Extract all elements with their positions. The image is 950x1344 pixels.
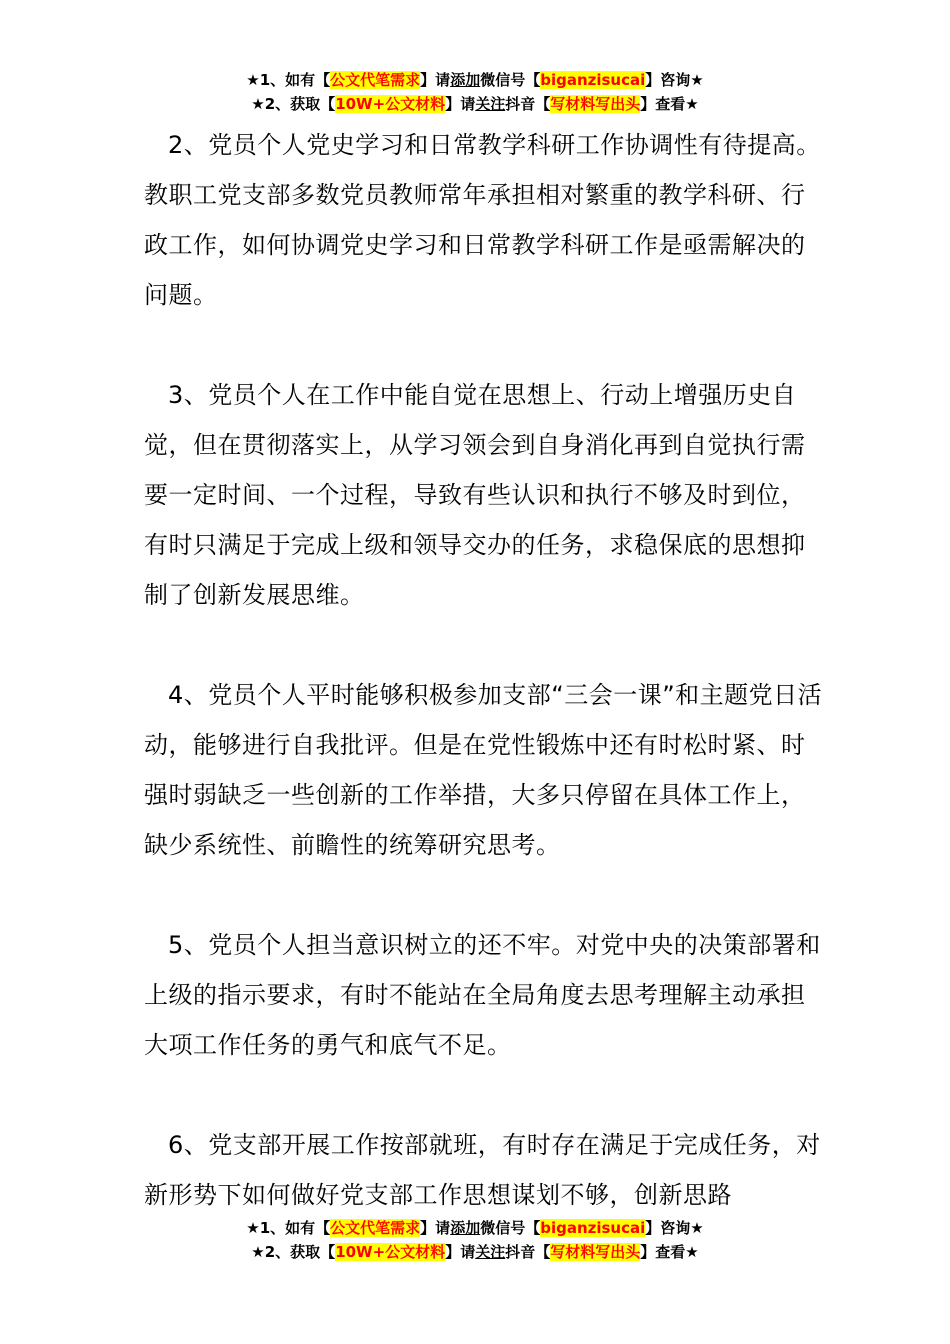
highlight-service: 公文代笔需求 [330, 71, 421, 89]
highlight-materials: 10W+公文材料 [335, 95, 446, 113]
highlight-wechat-id: biganzisucai [540, 71, 646, 89]
document-body [144, 120, 824, 1220]
header-banner [0, 68, 950, 116]
highlight-account: 写材料写出头 [550, 95, 641, 113]
highlight-account: 写材料写出头 [550, 1243, 641, 1261]
banner-line-2: ★2、获取【10W+公文材料】请关注抖音【写材料写出头】查看★ [251, 95, 699, 113]
paragraph-6: 6、党支部开展工作按部就班，有时存在满足于完成任务，对新形势下如何做好党支部工作思想谋划不够，创新思路 [144, 1131, 821, 1209]
highlight-materials: 10W+公文材料 [335, 1243, 446, 1261]
paragraph-4: 4、党员个人平时能够积极参加支部“三会一课”和主题党日活动，能够进行自我批评。但是在党性锻炼中还有时松时紧、时强时弱缺乏一些创新的工作举措，大多只停留在具体工作上，缺少系统性、前瞻性的统筹研究思考。 [144, 681, 823, 859]
highlight-service: 公文代笔需求 [330, 1219, 421, 1237]
banner-line-1: ★1、如有【公文代笔需求】请添加微信号【biganzisucai】咨询★ [246, 71, 704, 89]
paragraph-5: 5、党员个人担当意识树立的还不牢。对党中央的决策部署和上级的指示要求，有时不能站在全局角度去思考理解主动承担大项工作任务的勇气和底气不足。 [144, 931, 821, 1059]
banner-line-2: ★2、获取【10W+公文材料】请关注抖音【写材料写出头】查看★ [251, 1243, 699, 1261]
footer-banner [0, 1216, 950, 1264]
paragraph-2: 2、党员个人党史学习和日常教学科研工作协调性有待提高。教职工党支部多数党员教师常年承担相对繁重的教学科研、行政工作，如何协调党史学习和日常教学科研工作是亟需解决的问题。 [144, 131, 821, 309]
paragraph-3: 3、党员个人在工作中能自觉在思想上、行动上增强历史自觉，但在贯彻落实上，从学习领会到自身消化再到自觉执行需要一定时间、一个过程，导致有些认识和执行不够及时到位，有时只满足于完成上级和领导交办的任务，求稳保底的思想抑制了创新发展思维。 [144, 381, 806, 609]
banner-line-1: ★1、如有【公文代笔需求】请添加微信号【biganzisucai】咨询★ [246, 1219, 704, 1237]
highlight-wechat-id: biganzisucai [540, 1219, 646, 1237]
